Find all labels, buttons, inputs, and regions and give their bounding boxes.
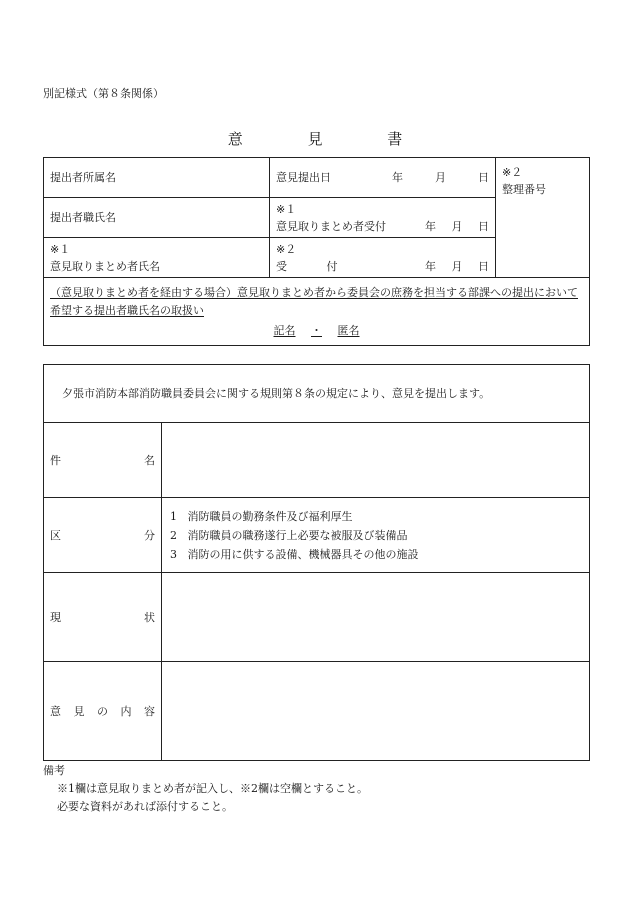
option-separator: ・ — [311, 324, 322, 337]
status-label-char: 現 — [50, 610, 61, 624]
reference-number-label: 整理番号 — [502, 183, 546, 196]
submitter-name-label: 提出者職氏名 — [50, 211, 116, 224]
received-cell[interactable] — [270, 238, 496, 278]
title-char: 書 — [387, 130, 403, 148]
date-month: 月 — [451, 259, 463, 273]
submitter-affiliation-label: 提出者所属名 — [50, 171, 116, 184]
name-handling-choice — [50, 322, 583, 339]
date-day: 日 — [478, 171, 489, 184]
opinion-label-char: 意 — [50, 704, 61, 718]
opinion-label-cell — [44, 662, 162, 761]
category-option[interactable] — [170, 527, 583, 544]
subject-label-char: 名 — [144, 453, 155, 467]
category-label-cell — [44, 498, 162, 573]
submission-date-label: 意見提出日 — [276, 171, 331, 184]
category-number: 2 — [170, 528, 177, 542]
category-options — [162, 498, 590, 573]
name-handling-cell — [44, 278, 590, 346]
mark2-symbol: ※２ — [502, 166, 523, 179]
category-text: 消防職員の勤務条件及び福利厚生 — [187, 509, 353, 523]
category-label-char: 分 — [144, 528, 155, 542]
note-line: 必要な資料があれば添付すること。 — [57, 800, 233, 813]
status-label-cell — [44, 573, 162, 662]
status-input[interactable] — [162, 573, 590, 662]
opinion-label-char: 内 — [120, 704, 132, 718]
title-char: 見 — [307, 130, 323, 148]
status-label-char: 状 — [144, 610, 155, 624]
date-year: 年 — [425, 219, 436, 233]
date-day: 日 — [478, 219, 489, 233]
name-handling-text: （意見取りまとめ者を経由する場合）意見取りまとめ者から委員会の庶務を担当する部課への提出において希望する提出者職氏名の取扱い — [50, 286, 578, 317]
receipt-label: 意見取りまとめ者受付 — [276, 219, 386, 233]
opinion-label-char: 容 — [144, 704, 155, 718]
coordinator-name-cell[interactable] — [44, 238, 270, 278]
reference-number-cell[interactable] — [496, 158, 590, 278]
notes-heading: 備考 — [43, 764, 65, 777]
subject-label-cell — [44, 423, 162, 498]
date-month: 月 — [435, 171, 446, 184]
category-text: 消防の用に供する設備、機械器具その他の施設 — [187, 547, 419, 561]
category-text: 消防職員の職務遂行上必要な被服及び装備品 — [187, 528, 408, 542]
date-year: 年 — [392, 171, 403, 184]
received-label-1: 受 — [276, 259, 287, 273]
opinion-label-char: の — [97, 704, 108, 718]
submitter-name-cell[interactable] — [44, 198, 270, 238]
title-char: 意 — [227, 130, 243, 148]
mark2-symbol: ※２ — [276, 242, 297, 256]
named-option[interactable]: 記名 — [273, 324, 296, 337]
intro-text: 夕張市消防本部消防職員委員会に関する規則第８条の規定により、意見を提出します。 — [62, 387, 491, 400]
submitter-affiliation-cell[interactable] — [44, 158, 270, 198]
notes-section — [43, 762, 368, 816]
form-reference: 別記様式（第８条関係） — [43, 87, 164, 100]
received-label-2: 付 — [326, 259, 338, 273]
date-year: 年 — [425, 259, 436, 273]
note-line: ※1欄は意見取りまとめ者が記入し、※2欄は空欄とすること。 — [57, 782, 368, 795]
category-number: 1 — [170, 509, 177, 523]
submission-date-cell[interactable] — [270, 158, 496, 198]
category-number: 3 — [170, 547, 177, 561]
category-option[interactable] — [170, 546, 583, 563]
category-label-char: 区 — [50, 528, 61, 542]
opinion-content-input[interactable] — [162, 662, 590, 761]
coordinator-name-label: 意見取りまとめ者氏名 — [50, 259, 160, 273]
receipt-cell[interactable] — [270, 198, 496, 238]
date-month: 月 — [451, 219, 463, 233]
mark1-symbol: ※１ — [276, 202, 297, 216]
page-title — [0, 128, 630, 149]
subject-label-char: 件 — [50, 453, 61, 467]
subject-input[interactable] — [162, 423, 590, 498]
date-day: 日 — [478, 259, 489, 273]
opinion-table — [43, 364, 590, 761]
category-option[interactable] — [170, 508, 583, 525]
anonymous-option[interactable]: 匿名 — [337, 324, 360, 337]
opinion-label-char: 見 — [73, 704, 85, 718]
submitter-info-table — [43, 157, 590, 346]
mark1-symbol: ※１ — [50, 242, 71, 256]
intro-cell — [44, 365, 590, 423]
